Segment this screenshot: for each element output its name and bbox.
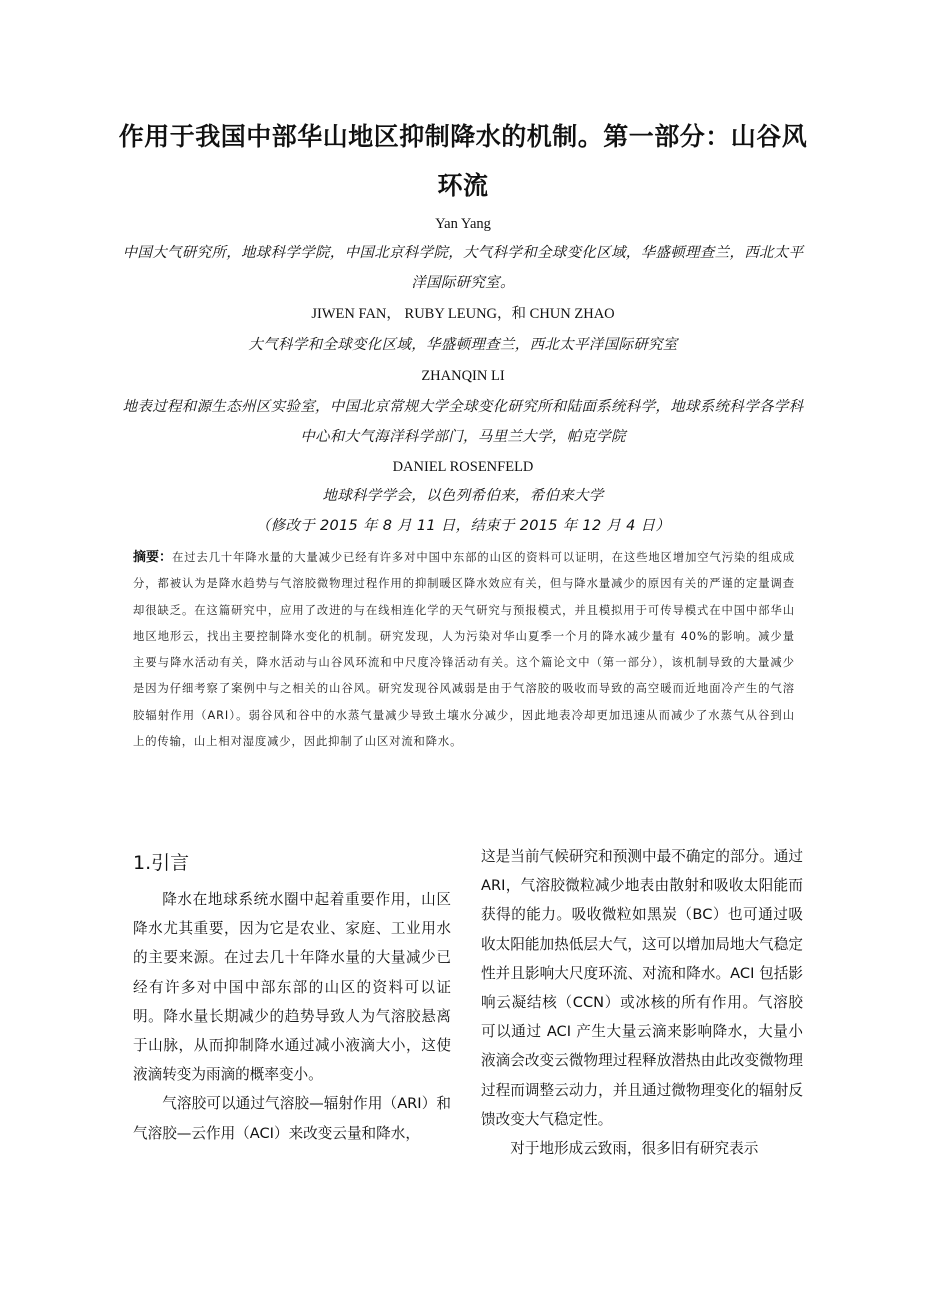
section-heading: 1.引言 <box>133 852 190 874</box>
author-name: DANIEL ROSENFELD <box>392 459 534 475</box>
abstract-text: 在过去几十年降水量的大量减少已经有许多对中国中东部的山区的资料可以证明，在这些地区增加空气污染的组成成分，都被认为是降水趋势与气溶胶微物理过程作用的抑制暖区降水效应有关，但与降水量减少的原因有关的严谨的定量调查却很缺乏。在这篇研究中，应用了改进的与在线相连化学的天气研究与预报模式，并且模拟用于可传导模式在中国中部华山地区地形云，找出主要控制降水变化的机制。研究发现，人为污染对华山夏季一个月的降水减少量有 40%的影响。减少量主要与降水活动有关，降水活动与山谷风环流和中尺度冷锋活动有关。这个篇论文中（第一部分），该机制导致的大量减少是因为仔细考察了案例中与之相关的山谷风。研究发现谷风减弱是由于气溶胶的吸收而导致的高空暖而近地面冷产生的气溶胶辐射作用（ARI）。弱谷风和谷中的水蒸气量减少导致土壤水分减少，因此地表冷却更加迅速从而减少了水蒸气从谷到山上的传输，山上相对湿度减少，因此抑制了山区对流和降水。 <box>133 551 795 749</box>
author-name: Yan Yang <box>435 216 491 232</box>
author-name: ZHANQIN LI <box>421 368 505 384</box>
body-paragraph: 对于地形成云致雨，很多旧有研究表示 <box>510 1140 759 1158</box>
author-affiliation: 中国大气研究所，地球科学学院，中国北京科学院，大气科学和全球变化区域，华盛顿理查兰，西北太平洋国际研究室。 <box>122 245 804 291</box>
abstract-label: 摘要： <box>133 550 173 565</box>
body-paragraph: 气溶胶可以通过气溶胶—辐射作用（ARI）和气溶胶—云作用（ACI）来改变云量和降水， <box>133 1095 451 1142</box>
paper-title: 作用于我国中部华山地区抑制降水的机制。第一部分：山谷风环流 <box>118 122 808 200</box>
revision-dates: （修改于 2015 年 8 月 11 日，结束于 2015 年 12 月 4 日） <box>255 518 671 534</box>
abstract <box>133 545 795 755</box>
body-column-left <box>133 885 451 1148</box>
body-paragraph: 降水在地球系统水圈中起着重要作用，山区降水尤其重要，因为它是农业、家庭、工业用水的主要来源。在过去几十年降水量的大量减少已经有许多对中国中部东部的山区的资料可以证明。降水量长期减少的趋势导致人为气溶胶悬离于山脉，从而抑制降水通过减小液滴大小，这使液滴转变为雨滴的概率变小。 <box>133 891 451 1084</box>
author-affiliation: 大气科学和全球变化区域，华盛顿理查兰，西北太平洋国际研究室 <box>248 337 678 353</box>
author-affiliation: 地球科学学会，以色列希伯来，希伯来大学 <box>322 488 604 504</box>
author-name: JIWEN FAN， RUBY LEUNG，和 CHUN ZHAO <box>311 306 615 322</box>
author-affiliation: 地表过程和源生态州区实验室，中国北京常规大学全球变化研究所和陆面系统科学，地球系统科学各学科中心和大气海洋科学部门，马里兰大学，帕克学院 <box>122 399 804 445</box>
body-paragraph: 这是当前气候研究和预测中最不确定的部分。通过 ARI，气溶胶微粒减少地表由散射和吸收太阳能而获得的能力。吸收微粒如黑炭（BC）也可通过吸收太阳能加热低层大气，这可以增加局地大气稳定性并且影响大尺度环流、对流和降水。ACI 包括影响云凝结核（CCN）或冰核的所有作用。气溶胶可以通过 ACI 产生大量云滴来影响降水，大量小液滴会改变云微物理过程释放潜热由此改变微物理过程而调整云动力，并且通过微物理变化的辐射反馈改变大气稳定性。 <box>481 848 803 1128</box>
body-column-right <box>481 842 803 1163</box>
